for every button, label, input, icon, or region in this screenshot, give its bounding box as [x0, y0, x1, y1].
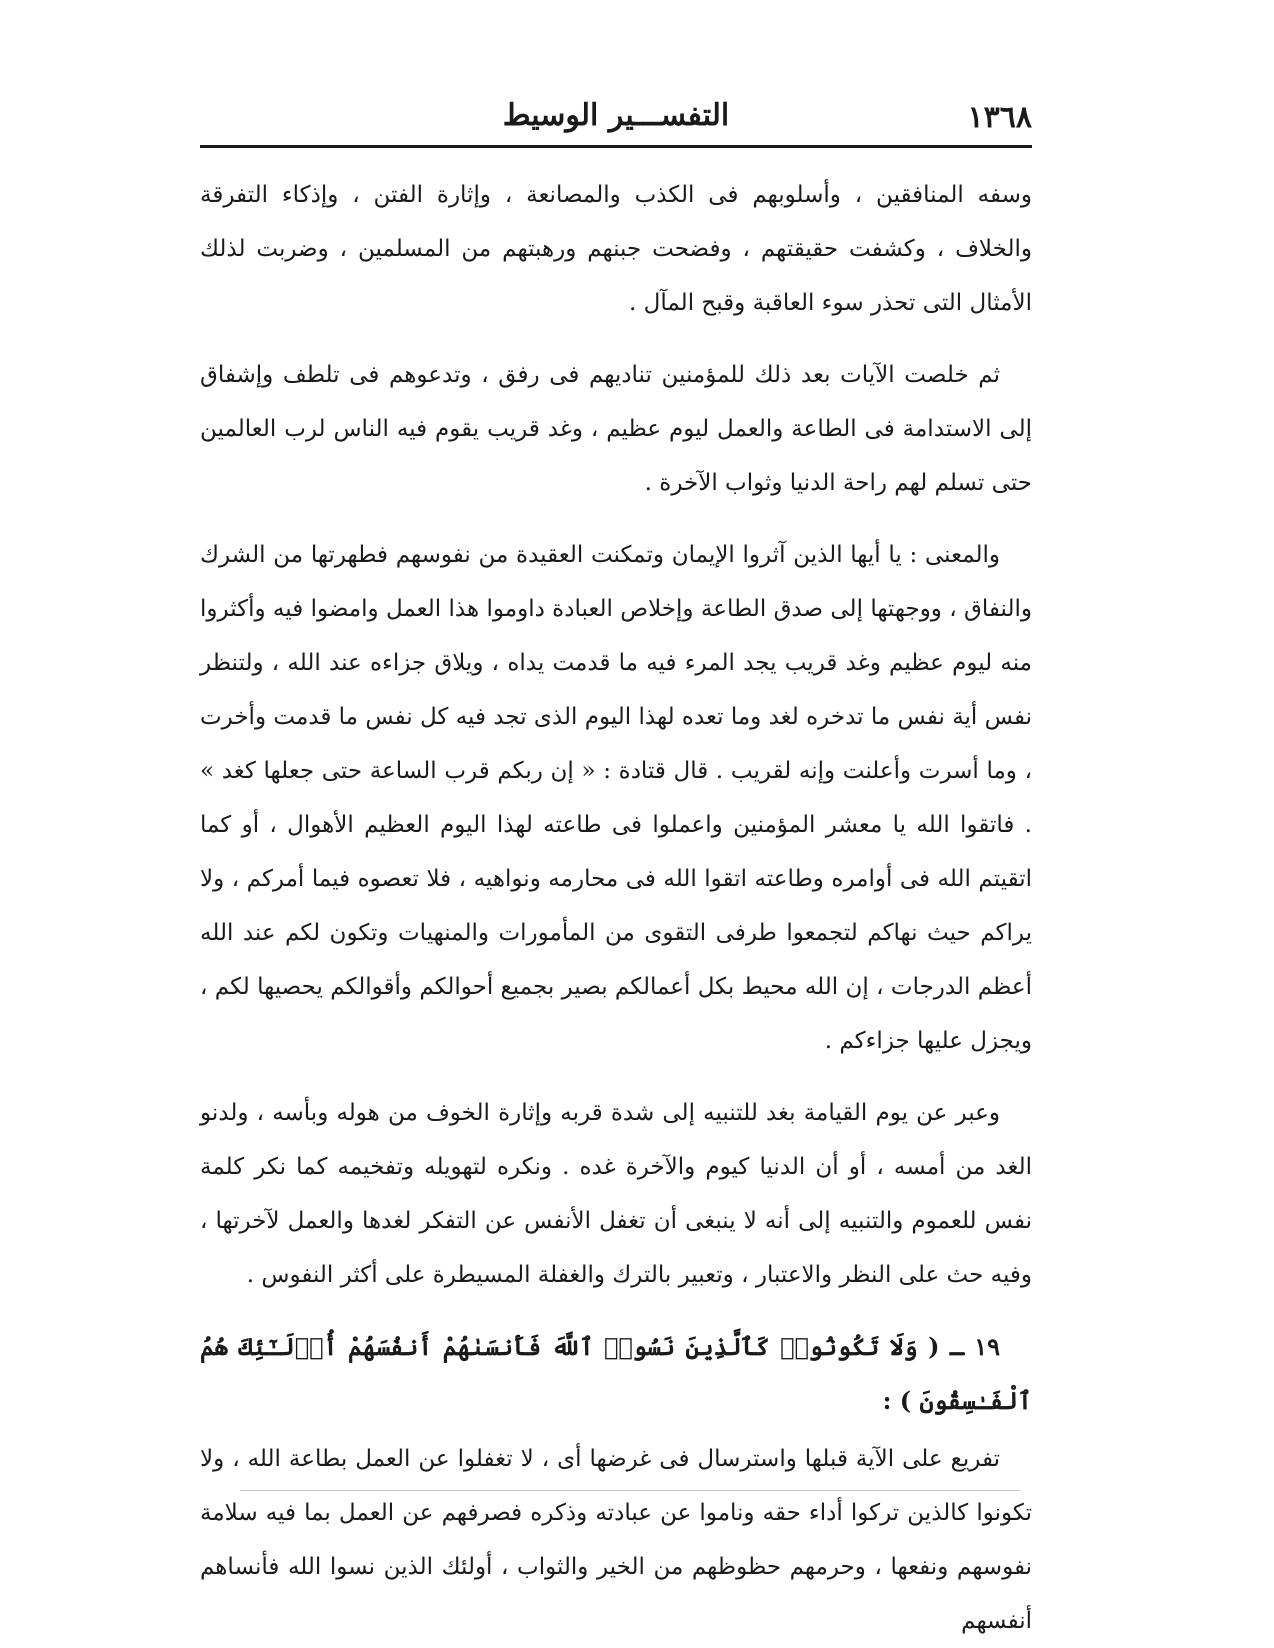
paragraph-1: وسفه المنافقين ، وأسلوبهم فى الكذب والمصانعة ، وإثارة الفتن ، وإذكاء التفرقة والخلاف ، وكشفت حقيقتهم ، وفضحت جبنهم ورهبتهم من المسلمين ، وضربت لذلك الأمثال التى تحذر سوء العاقبة وقبح المآل . [200, 182, 1032, 316]
page-number: ١٣٦٨ [967, 100, 1032, 135]
body-text [200, 168, 1032, 1648]
paragraph-5: تفريع على الآية قبلها واسترسال فى غرضها أى ، لا تغفلوا عن العمل بطاعة الله ، ولا تكونوا كالذين تركوا أداء حقه وناموا عن عبادته وذكره فصرفهم عن العمل بما فيه سلامة نفوسهم ونفعها ، وحرمهم حظوظهم من الخير والثواب ، أولئك الذين نسوا الله فأنساهم أنفسهم [200, 1446, 1032, 1634]
paragraph-2: ثم خلصت الآيات بعد ذلك للمؤمنين تناديهم فى رفق ، وتدعوهم فى تلطف وإشفاق إلى الاستدامة فى الطاعة والعمل ليوم عظيم ، وغد قريب يقوم فيه الناس لرب العالمين حتى تسلم لهم راحة الدنيا وثواب الآخرة . [200, 362, 1032, 496]
verse-heading: ١٩ ـ ( وَلَا تَكُونُوا۟ كَٱلَّذِينَ نَسُوا۟ ٱللَّهَ فَأَنسَىٰهُمْ أَنفُسَهُمْ أُو۟لَـٰٓئِكَ هُمُ ٱلْفَـٰسِقُونَ ) : [200, 1332, 1032, 1415]
paragraph-3: والمعنى : يا أيها الذين آثروا الإيمان وتمكنت العقيدة من نفوسهم فطهرتها من الشرك والنفاق ، ووجهتها إلى صدق الطاعة وإخلاص العبادة داوموا هذا العمل وامضوا فيه وأكثروا منه ليوم عظيم وغد قريب يجد المرء فيه ما قدمت يداه ، ويلاق جزاءه عند الله ، ولتنظر نفس أية نفس ما تدخره لغد وما تعده لهذا اليوم الذى تجد فيه كل نفس ما قدمت وأخرت ، وما أسرت وأعلنت وإنه لقريب . قال قتادة : « إن ربكم قرب الساعة حتى جعلها كغد » . فاتقوا الله يا معشر المؤمنين واعملوا فى طاعته لهذا اليوم العظيم الأهوال ، أو كما اتقيتم الله فى أوامره وطاعته اتقوا الله فى محارمه ونواهيه ، فلا تعصوه فيما أمركم ، ولا يراكم حيث نهاكم لتجمعوا طرفى التقوى من المأمورات والمنهيات وتكون لكم عند الله أعظم الدرجات ، إن الله محيط بكل أعمالكم بصير بجميع أحوالكم وأقوالكم يحصيها لكم ، ويجزل عليها جزاءكم . [200, 542, 1032, 1054]
page-header [200, 92, 1032, 144]
bottom-rule [240, 1490, 1020, 1491]
paragraph-4: وعبر عن يوم القيامة بغد للتنبيه إلى شدة قربه وإثارة الخوف من هوله وبأسه ، ولدنو الغد من أمسه ، أو أن الدنيا كيوم والآخرة غده . ونكره لتهويله وتفخيمه كما نكر كلمة نفس للعموم والتنبيه إلى أنه لا ينبغى أن تغفل الأنفس عن التفكر لغدها والعمل لآخرتها ، وفيه حث على النظر والاعتبار ، وتعبير بالترك والغفلة المسيطرة على أكثر النفوس . [200, 1100, 1032, 1288]
book-title: التفســـير الوسيط [502, 98, 730, 133]
header-rule [200, 145, 1032, 148]
